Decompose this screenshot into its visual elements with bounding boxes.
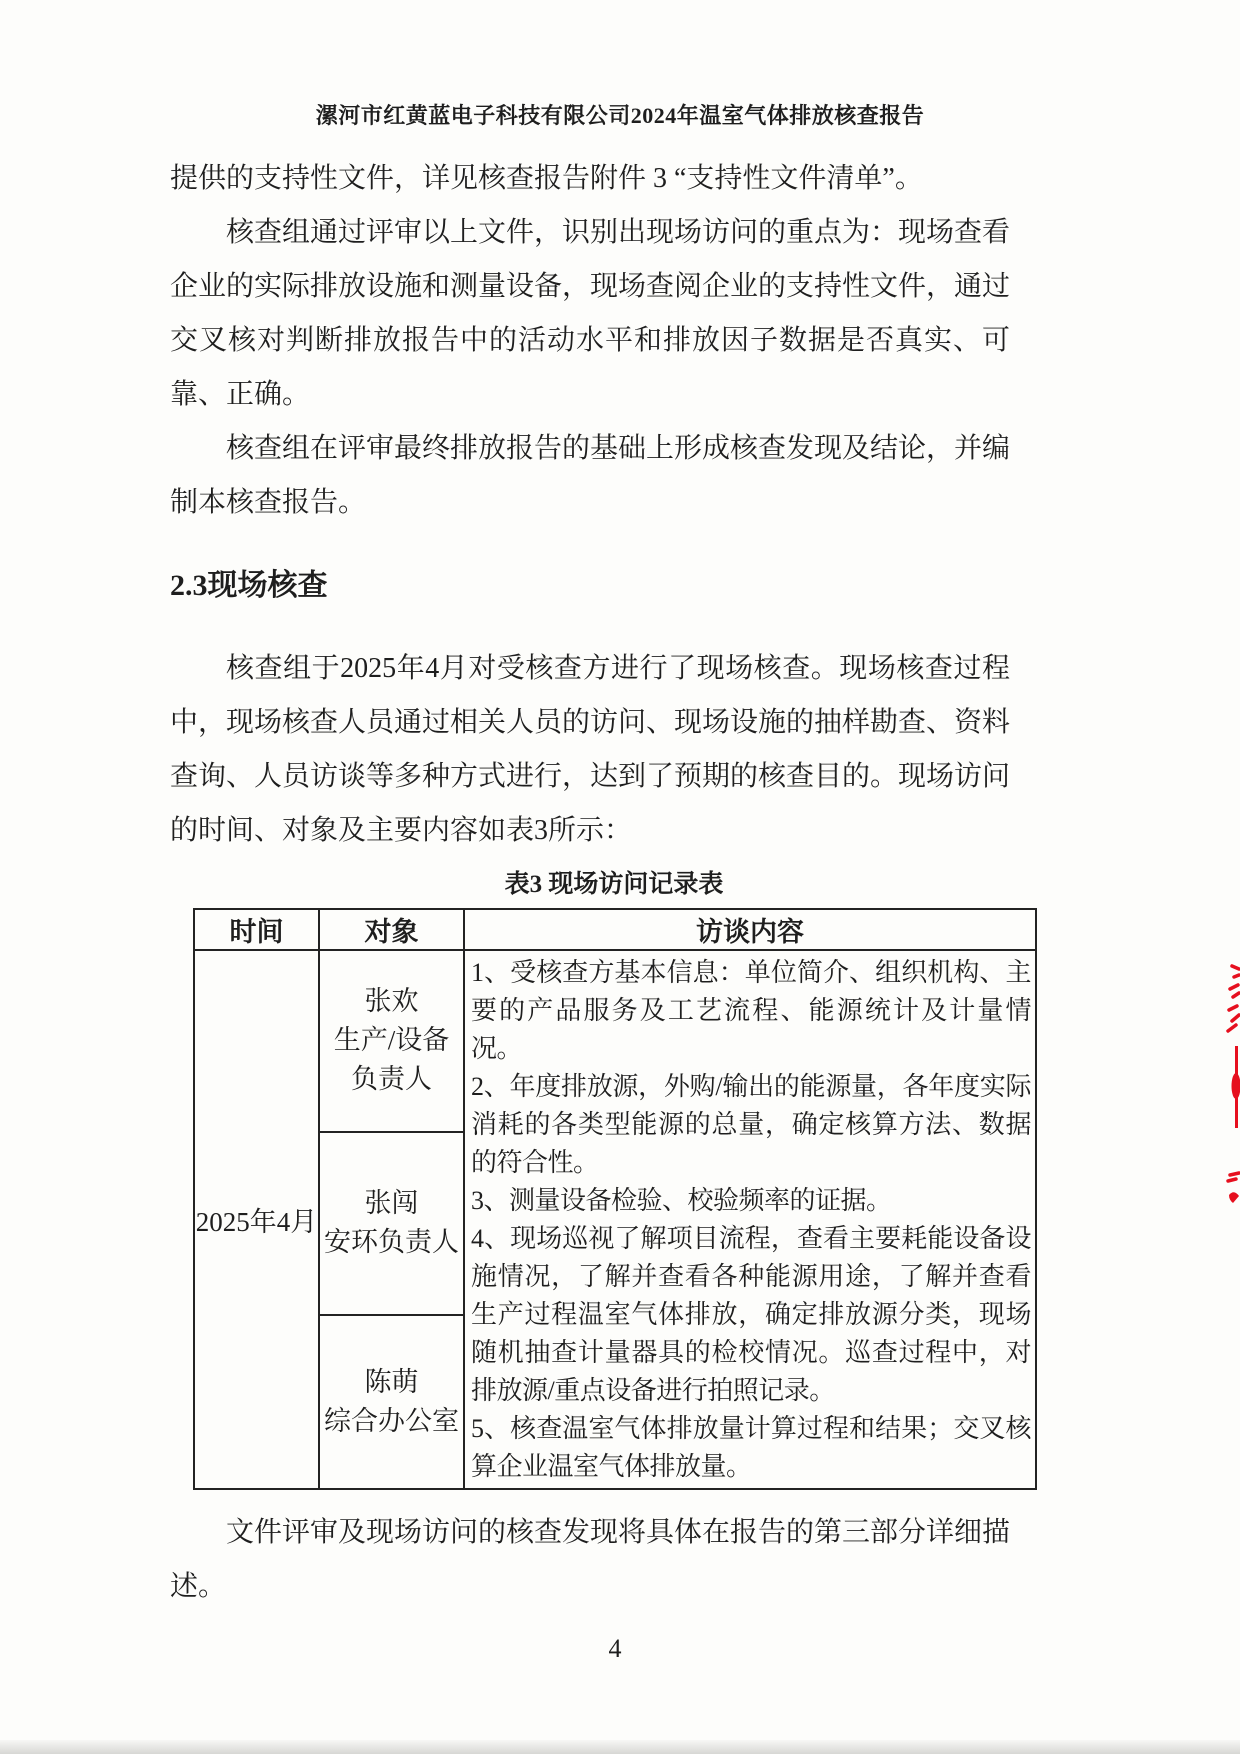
content-item-5: 5、核查温室气体排放量计算过程和结果；交叉核算企业温室气体排放量。 bbox=[471, 1414, 1031, 1481]
page-number: 4 bbox=[608, 1634, 622, 1663]
red-margin-mark-middle bbox=[1231, 1046, 1240, 1133]
interviewee-role: 安环负责人 bbox=[324, 1227, 459, 1258]
table-header-row bbox=[194, 909, 1036, 950]
section-heading-2-3: 2.3现场核查 bbox=[170, 569, 328, 602]
interviewee-name: 张闯 bbox=[364, 1188, 419, 1219]
cell-interview-content bbox=[464, 950, 1036, 1489]
cell-interviewee-2 bbox=[319, 1132, 464, 1315]
table-row bbox=[194, 950, 1036, 1132]
paragraph-conclusion-basis: 核查组在评审最终排放报告的基础上形成核查发现及结论，并编制本核查报告。 bbox=[170, 433, 1011, 518]
red-margin-mark-bottom bbox=[1226, 1171, 1240, 1214]
interviewee-name: 陈萌 bbox=[364, 1366, 419, 1397]
interviewee-name: 张欢 bbox=[364, 986, 419, 1017]
cell-interviewee-3 bbox=[319, 1315, 464, 1489]
interviewee-role: 生产/设备负责人 bbox=[333, 1025, 450, 1095]
content-item-2: 2、年度排放源，外购/输出的能源量，各年度实际消耗的各类型能源的总量，确定核算方法、数据的符合性。 bbox=[471, 1072, 1031, 1177]
column-header-content: 访谈内容 bbox=[464, 909, 1036, 950]
site-visit-record-table bbox=[193, 908, 1037, 1490]
scan-bottom-edge bbox=[0, 1740, 1240, 1754]
paragraph-document-review: 核查组通过评审以上文件，识别出现场访问的重点为：现场查看企业的实际排放设施和测量设备，现场查阅企业的支持性文件，通过交叉核对判断排放报告中的活动水平和排放因子数据是否真实、可靠、正确。 bbox=[170, 217, 1011, 410]
content-item-4: 4、现场巡视了解项目流程，查看主要耗能设备设施情况，了解并查看各种能源用途，了解并查看生产过程温室气体排放，确定排放源分类，现场随机抽查计量器具的检校情况。巡查过程中，对排放源/重点设备进行拍照记录。 bbox=[471, 1224, 1031, 1405]
interviewee-role: 综合办公室 bbox=[324, 1405, 459, 1436]
content-item-3: 3、测量设备检验、校验频率的证据。 bbox=[471, 1186, 892, 1215]
running-header: 漯河市红黄蓝电子科技有限公司2024年温室气体排放核查报告 bbox=[315, 103, 925, 128]
paragraph-closing: 文件评审及现场访问的核查发现将具体在报告的第三部分详细描述。 bbox=[170, 1517, 1011, 1602]
content-item-1: 1、受核查方基本信息：单位简介、组织机构、主要的产品服务及工艺流程、能源统计及计量情况。 bbox=[471, 958, 1031, 1063]
paragraph-continuation: 提供的支持性文件，详见核查报告附件 3 “支持性文件清单”。 bbox=[170, 163, 923, 194]
cell-visit-time: 2025年4月 bbox=[194, 950, 319, 1489]
red-margin-mark-top bbox=[1226, 963, 1240, 1040]
table-caption: 表3 现场访问记录表 bbox=[504, 871, 724, 898]
paragraph-site-visit: 核查组于2025年4月对受核查方进行了现场核查。现场核查过程中，现场核查人员通过相关人员的访问、现场设施的抽样勘查、资料查询、人员访谈等多种方式进行，达到了预期的核查目的。现场访问的时间、对象及主要内容如表3所示： bbox=[170, 653, 1011, 846]
cell-interviewee-1 bbox=[319, 950, 464, 1132]
column-header-interviewee: 对象 bbox=[319, 909, 464, 950]
column-header-time: 时间 bbox=[194, 909, 319, 950]
text-column bbox=[170, 152, 1031, 1664]
